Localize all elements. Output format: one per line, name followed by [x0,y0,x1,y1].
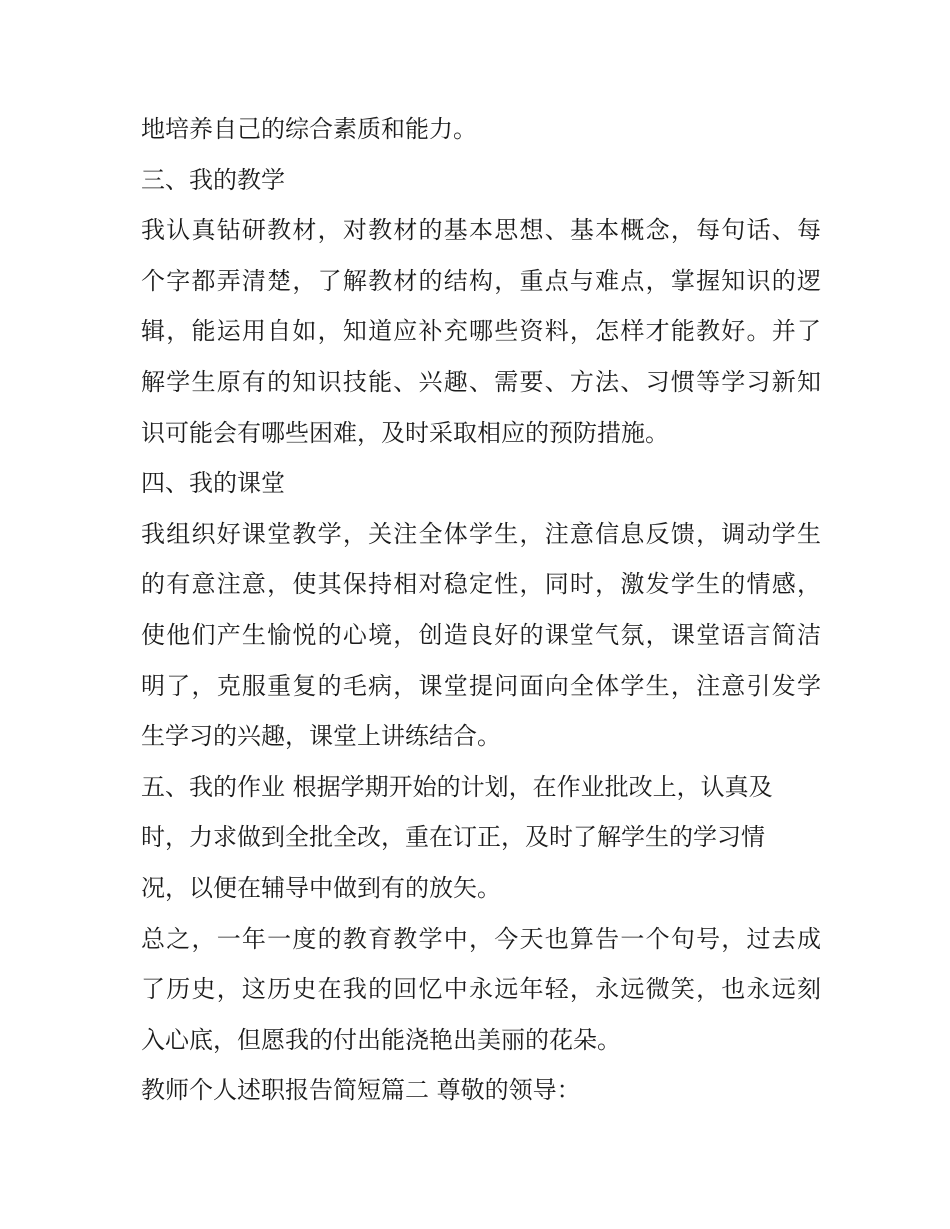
paragraph-line-1: 地培养自己的综合素质和能力。 [141,115,477,143]
paragraph-line-16: 况，以便在辅导中做到有的放矢。 [141,873,501,902]
paragraph-line-4: 个字都弄清楚，了解教材的结构，重点与难点，掌握知识的逻 [141,266,821,295]
section-heading-homework: 五、我的作业 根据学期开始的计划，在作业批改上，认真及 [141,772,773,801]
paragraph-line-10: 的有意注意，使其保持相对稳定性，同时，激发学生的情感， [141,570,821,599]
paragraph-line-12: 明了，克服重复的毛病，课堂提问面向全体学生，注意引发学 [141,671,821,700]
section-heading-teaching: 三、我的教学 [141,165,285,194]
paragraph-line-5: 辑，能运用自如，知道应补充哪些资料，怎样才能教好。并了 [141,317,821,346]
paragraph-line-19: 入心底，但愿我的付出能浇艳出美丽的花朵。 [141,1025,621,1054]
paragraph-line-9: 我组织好课堂教学，关注全体学生，注意信息反馈，调动学生 [141,519,821,548]
paragraph-line-17: 总之，一年一度的教育教学中，今天也算告一个句号，过去成 [141,924,821,953]
paragraph-line-18: 了历史，这历史在我的回忆中永远年轻，永远微笑，也永远刻 [141,975,821,1004]
paragraph-line-15: 时，力求做到全批全改，重在订正，及时了解学生的学习情 [141,823,765,852]
paragraph-line-6: 解学生原有的知识技能、兴趣、需要、方法、习惯等学习新知 [141,367,821,396]
paragraph-line-7: 识可能会有哪些困难，及时采取相应的预防措施。 [141,418,669,447]
section-heading-classroom: 四、我的课堂 [141,469,285,498]
paragraph-line-11: 使他们产生愉悦的心境，创造良好的课堂气氛，课堂语言简洁 [141,620,821,649]
paragraph-line-3: 我认真钻研教材，对教材的基本思想、基本概念，每句话、每 [141,216,821,245]
document-body [141,104,821,1116]
section-heading-report-two: 教师个人述职报告简短篇二 尊敬的领导： [141,1076,581,1105]
paragraph-line-13: 生学习的兴趣，课堂上讲练结合。 [141,722,501,751]
